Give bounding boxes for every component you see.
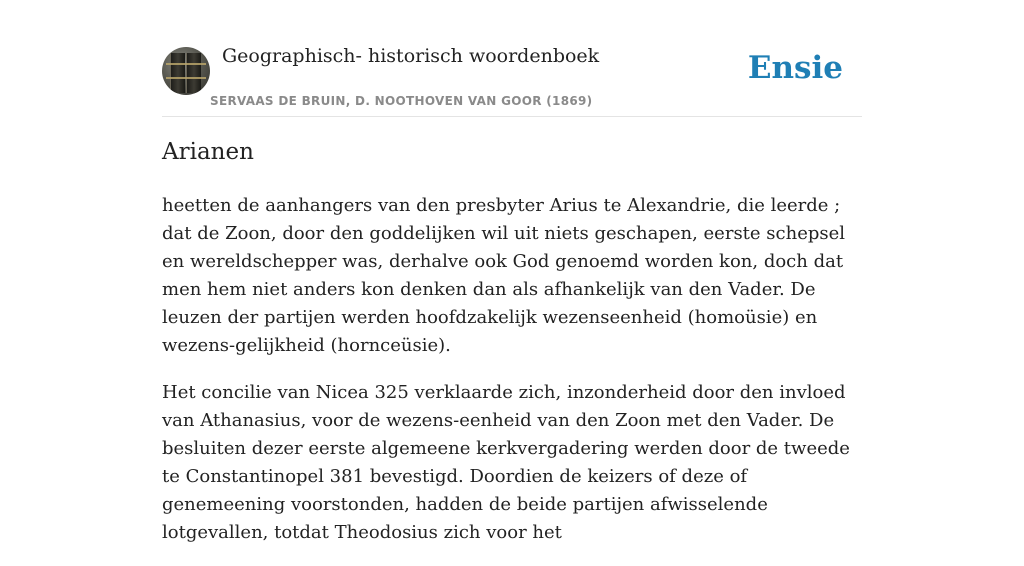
entry-title: Arianen (162, 139, 254, 165)
entry-paragraph: heetten de aanhangers van den presbyter Arius te Alexandrie, die leerde ; dat de Zoon, door den goddelijken wil uit niets geschapen, eerste schepsel en wereldschepper was, derhalve ook God genoemd worden kon, doch dat men hem niet anders kon denken dan als afhankelijk van den Vader. De leuzen der partijen werden hoofdzakelijk wezenseenheid (homoüsie) en wezens-gelijkheid (hornceüsie). (162, 195, 846, 356)
book-spine (186, 53, 201, 93)
book-title-link[interactable]: Geographisch- historisch woordenboek (222, 45, 600, 67)
spine-band (166, 63, 206, 65)
book-header (162, 0, 862, 117)
spine-band (166, 77, 206, 79)
entry-body (162, 192, 862, 566)
page (162, 0, 862, 543)
ensie-logo-link[interactable]: Ensie (747, 50, 843, 86)
entry-paragraph: Het concilie van Nicea 325 verklaarde zich, inzonderheid door den invloed van Athanasius, voor de wezens-eenheid van den Zoon met den Vader. De besluiten dezer eerste algemeene kerkvergadering werden door de tweede te Constantinopel 381 bevestigd. Doordien de keizers of deze of genemeening voorstonden, hadden de beide partijen afwisselende lotgevallen, totdat Theodosius zich voor het (162, 382, 850, 543)
book-author: SERVAAS DE BRUIN, D. NOOTHOVEN VAN GOOR (1869) (210, 94, 593, 108)
book-cover-icon[interactable] (162, 47, 210, 95)
book-spine (170, 53, 185, 93)
